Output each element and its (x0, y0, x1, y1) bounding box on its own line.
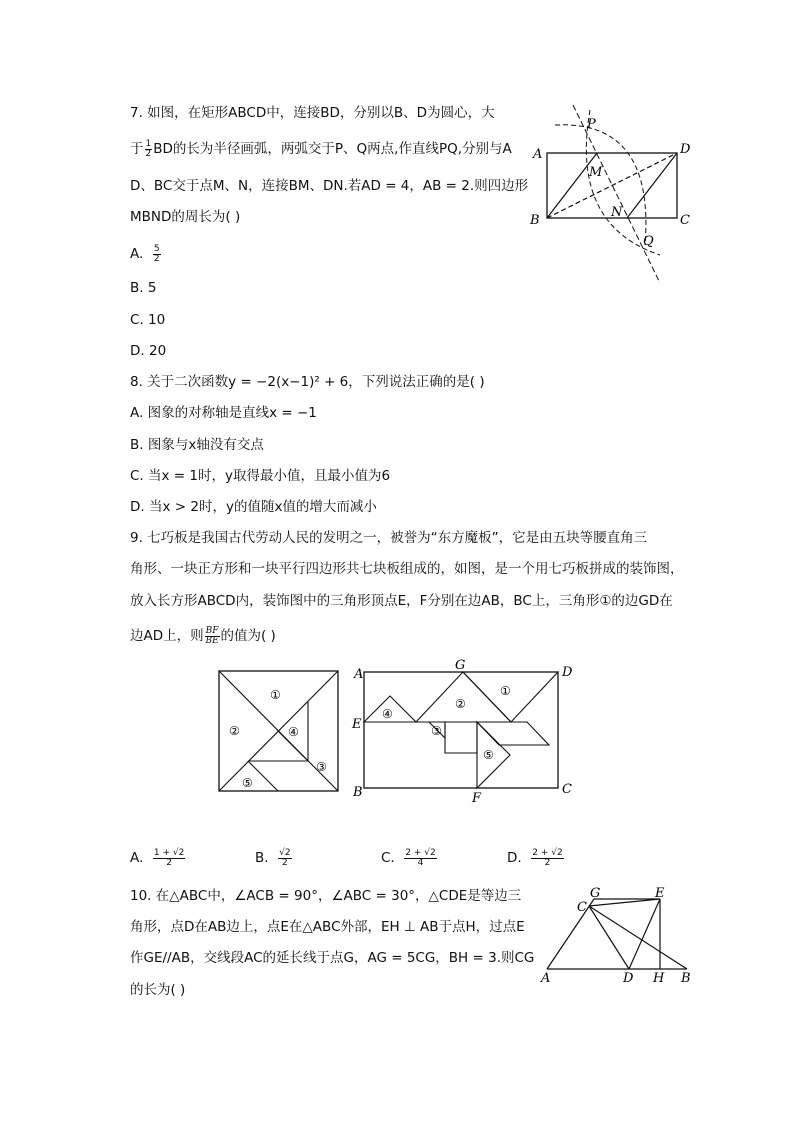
q7-label-p: P (587, 117, 596, 132)
q9-ratio-fraction (205, 627, 220, 646)
q9-option-c-letter: C. (381, 850, 395, 866)
q10-label-d: D (623, 971, 634, 986)
q8-stem: 8. 关于二次函数y = −2(x−1)² + 6，下列说法正确的是( ) (130, 374, 485, 390)
q7-half-den: 2 (145, 148, 152, 159)
q10-label-e: E (655, 886, 665, 901)
q7-option-a-num: 5 (153, 243, 160, 254)
q9-line2: 角形、一块正方形和一块平行四边形共七块板组成的，如图，是一个用七巧板拼成的装饰图， (130, 561, 684, 577)
q9-tangram-square (215, 668, 345, 796)
q7-label-b: B (530, 213, 540, 228)
q9-label-d: D (562, 665, 573, 680)
q9-option-a-fraction (153, 849, 185, 868)
q7-line2-start: 于 (130, 141, 144, 157)
q9-square-piece (445, 722, 477, 753)
q10-line4: 的长为( ) (130, 982, 186, 998)
q9-option-b-fraction (278, 849, 291, 868)
q9-line3: 放入长方形ABCD内，装饰图中的三角形顶点E，F分别在边AB，BC上，三角形①的边GD在 (130, 593, 673, 609)
q7-line4: MBND的周长为( ) (130, 209, 241, 225)
q9-sq-piece-2: ② (229, 724, 240, 738)
q7-line3: D、BC交于点M、N，连接BM、DN.若AD = 4，AB = 2.则四边形 (130, 178, 529, 194)
q10-segment-cb (589, 906, 687, 969)
q9-option-c-den: 4 (417, 857, 424, 868)
q10-line1: 10. 在△ABC中，∠ACB = 90°，∠ABC = 30°，△CDE是等边三 (130, 888, 522, 904)
q9-sq-piece-1: ① (270, 688, 281, 702)
q9-option-d-num: 2 + √2 (532, 847, 563, 858)
q7-option-c[interactable]: C. 10 (130, 312, 166, 328)
q9-option-c-num: 2 + √2 (405, 847, 436, 858)
q9-rect-piece-5: ⑤ (483, 748, 494, 762)
q8-option-a[interactable]: A. 图象的对称轴是直线x = −1 (130, 405, 317, 421)
q7-line2-end: BD的长为半径画弧，两弧交于P、Q两点,作直线PQ,分别与A (153, 141, 512, 157)
q10-segment-cd (589, 906, 629, 969)
q9-option-d-letter: D. (507, 850, 522, 866)
q9-option-d-den: 2 (544, 857, 551, 868)
q9-rect-abcd (364, 672, 558, 788)
q7-option-a-fraction (153, 245, 161, 264)
q9-option-d[interactable] (507, 848, 565, 868)
q8-option-b[interactable]: B. 图象与x轴没有交点 (130, 437, 264, 453)
q7-option-a-letter: A. (130, 246, 144, 262)
q9-line4-end: 的值为( ) (220, 628, 276, 644)
q9-option-b-letter: B. (255, 850, 269, 866)
q7-figure (525, 100, 700, 290)
q9-option-c[interactable] (381, 848, 438, 868)
q9-label-f: F (472, 791, 482, 805)
q9-option-d-fraction (531, 849, 563, 868)
q9-rect-piece-4: ④ (382, 707, 393, 721)
q9-option-c-fraction (404, 849, 436, 868)
q7-label-m: M (589, 165, 603, 180)
q9-rect-piece-2: ② (455, 697, 466, 711)
q9-option-a-den: 2 (166, 857, 172, 868)
q7-label-q: Q (643, 234, 654, 249)
q10-figure (535, 880, 700, 990)
q9-option-b[interactable] (255, 848, 293, 868)
q7-label-c: C (680, 213, 690, 228)
q7-option-a-den: 2 (153, 253, 160, 264)
q9-decoration-rectangle (348, 655, 578, 805)
q9-label-b: B (353, 785, 363, 800)
q7-line1: 7. 如图，在矩形ABCD中，连接BD，分别以B、D为圆心，大 (130, 105, 495, 121)
q7-option-d[interactable]: D. 20 (130, 343, 167, 359)
q9-option-b-num: √2 (279, 847, 291, 858)
q7-segment-dn (627, 153, 677, 218)
q10-line3: 作GE//AB，交线段AC的延长线于点G，AG = 5CG，BH = 3.则CG (130, 950, 535, 966)
q8-option-c[interactable]: C. 当x = 1时，y取得最小值，且最小值为6 (130, 468, 391, 484)
q9-line4 (130, 626, 276, 646)
q7-label-n: N (611, 205, 623, 220)
q9-label-e: E (352, 717, 362, 732)
q9-option-a[interactable] (130, 848, 186, 868)
q9-option-a-letter: A. (130, 850, 144, 866)
q9-sq-piece-3: ③ (316, 760, 327, 774)
q9-label-c: C (562, 782, 572, 797)
q7-half-fraction (145, 140, 153, 159)
q9-label-g: G (455, 658, 466, 673)
q9-line4-start: 边AD上，则 (130, 628, 204, 644)
q9-option-b-den: 2 (282, 857, 288, 868)
q7-half-num: 1 (145, 138, 152, 149)
q7-label-d: D (680, 142, 691, 157)
q10-label-g: G (590, 886, 601, 901)
q9-ratio-den: BE (205, 635, 219, 646)
q9-sq-piece-4: ④ (288, 725, 299, 739)
q10-label-c: C (577, 900, 587, 915)
q7-label-a: A (533, 147, 543, 162)
q10-label-h: H (653, 971, 665, 986)
q9-sq-piece-5: ⑤ (242, 776, 253, 790)
q7-option-a[interactable] (130, 244, 162, 264)
q7-line2 (130, 139, 512, 159)
q9-option-a-num: 1 + √2 (153, 847, 185, 858)
q9-line1: 9. 七巧板是我国古代劳动人民的发明之一，被誉为“东方魔板”，它是由五块等腰直角三 (130, 530, 648, 546)
q9-rect-piece-3: ③ (431, 724, 442, 738)
q7-segment-bm (547, 153, 597, 218)
q10-label-a: A (541, 971, 551, 986)
q9-ratio-num: BF (205, 625, 219, 636)
q10-line2: 角形，点D在AB边上，点E在△ABC外部，EH ⊥ AB于点H，过点E (130, 919, 525, 935)
q9-label-a: A (354, 667, 364, 682)
q9-rect-piece-1: ① (500, 684, 511, 698)
q7-option-b[interactable]: B. 5 (130, 280, 157, 296)
q8-option-d[interactable]: D. 当x > 2时，y的值随x值的增大而减小 (130, 499, 377, 515)
q10-label-b: B (681, 971, 691, 986)
